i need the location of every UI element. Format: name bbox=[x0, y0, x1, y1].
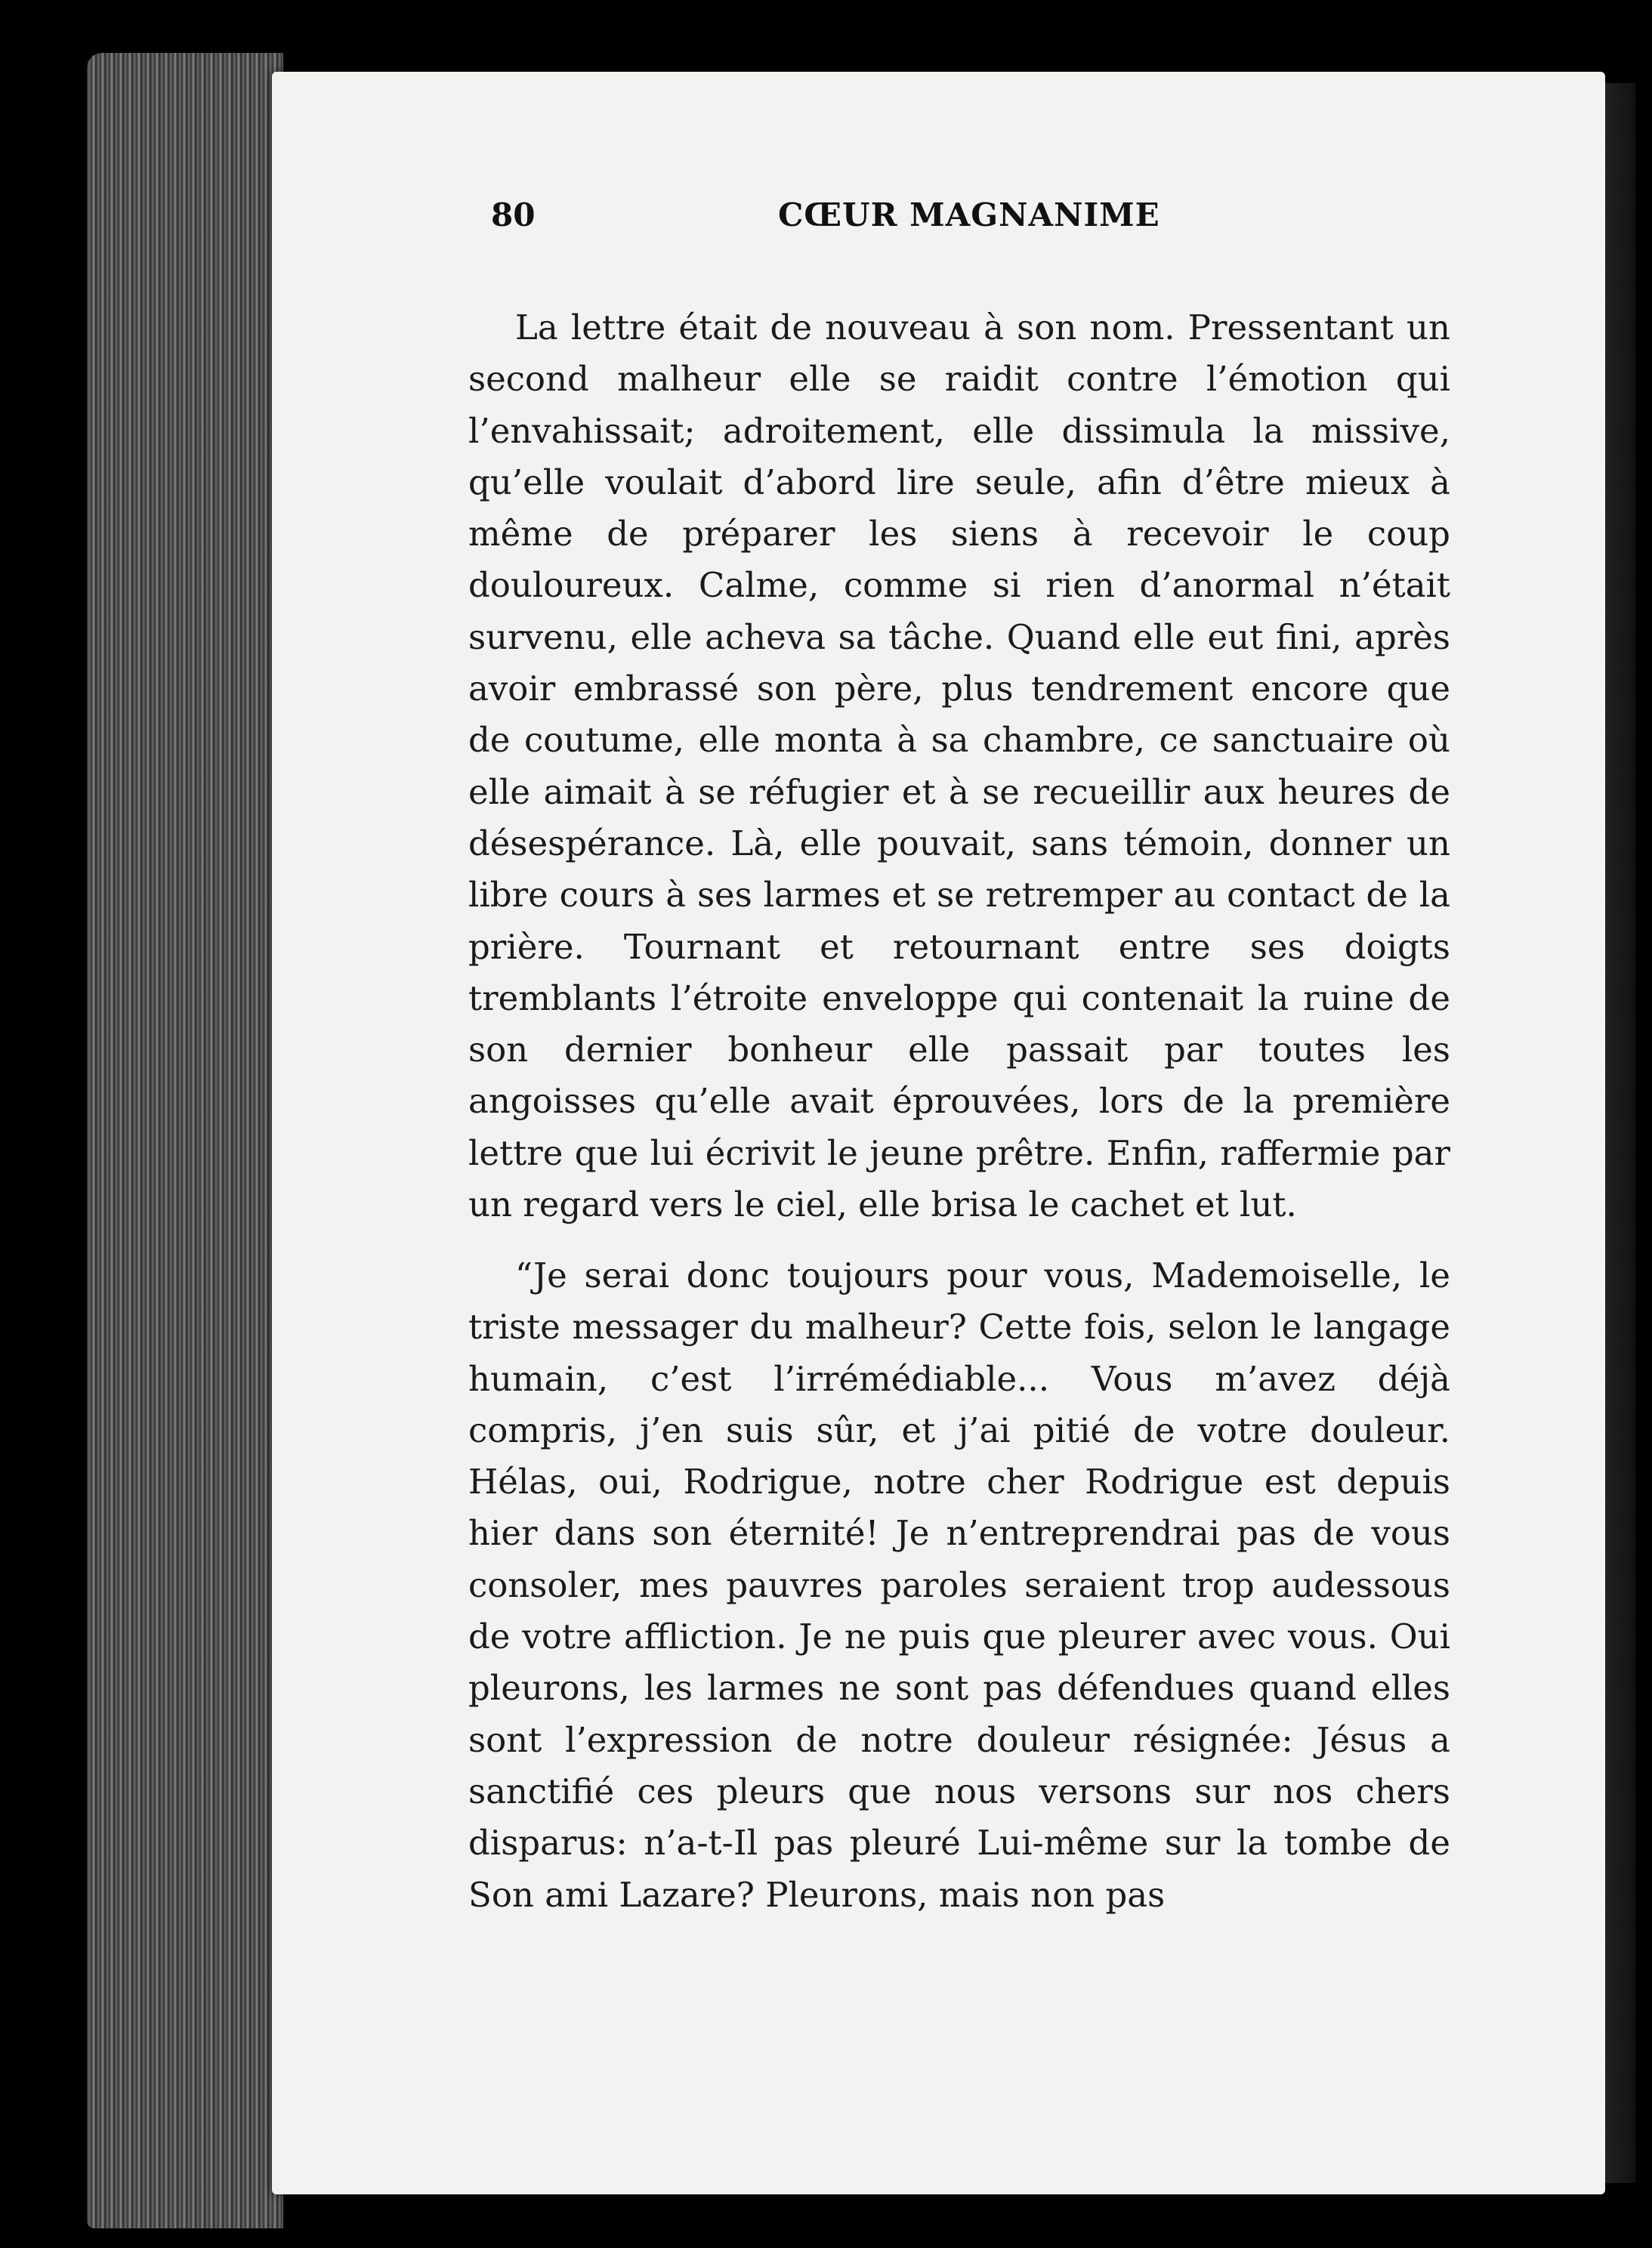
book-page bbox=[272, 72, 1605, 2194]
page-shadow-edge bbox=[1605, 83, 1635, 2183]
paragraph-2: “Je serai donc toujours pour vous, Mademoiselle, le triste messager du malheur? Cette fois, selon le langage humain, c’est l’irrémédiable... Vous m’avez déjà compris, j’en suis sûr, et j’ai pitié de votre douleur. Hélas, oui, Rodrigue, notre cher Rodrigue est depuis hier dans son éternité! Je n’entreprendrai pas de vous consoler, mes pauvres paroles seraient trop audessous de votre affliction. Je ne puis que pleurer avec vous. Oui pleurons, les larmes ne sont pas défendues quand elles sont l’expression de notre douleur résignée: Jésus a sanctifié ces pleurs que nous versons sur nos chers disparus: n’a-t-Il pas pleuré Lui-même sur la tombe de Son ami Lazare? Pleurons, mais non pas bbox=[468, 1255, 1450, 1915]
page-edges bbox=[87, 53, 283, 2228]
page-number: 80 bbox=[491, 196, 536, 233]
running-head bbox=[491, 196, 1413, 242]
running-title: CŒUR MAGNANIME bbox=[778, 196, 1160, 233]
paragraph-1: La lettre était de nouveau à son nom. Pressentant un second malheur elle se raidit contre l’émotion qui l’envahissait; adroitement, elle dissimula la missive, qu’elle voulait d’abord lire seule, afin d’être mieux à même de préparer les siens à recevoir le coup douloureux. Calme, comme si rien d’anormal n’était survenu, elle acheva sa tâche. Quand elle eut fini, après avoir embrassé son père, plus tendrement encore que de coutume, elle monta à sa chambre, ce sanctuaire où elle aimait à se réfugier et à se recueillir aux heures de désespérance. Là, elle pouvait, sans témoin, donner un libre cours à ses larmes et se retremper au contact de la prière. Tournant et retournant entre ses doigts tremblants l’étroite enveloppe qui contenait la ruine de son dernier bonheur elle passait par toutes les angoisses qu’elle avait éprouvées, lors de la première lettre que lui écrivit le jeune prêtre. Enfin, raffermie par un regard vers le ciel, elle brisa le cachet et lut. bbox=[468, 307, 1450, 1225]
